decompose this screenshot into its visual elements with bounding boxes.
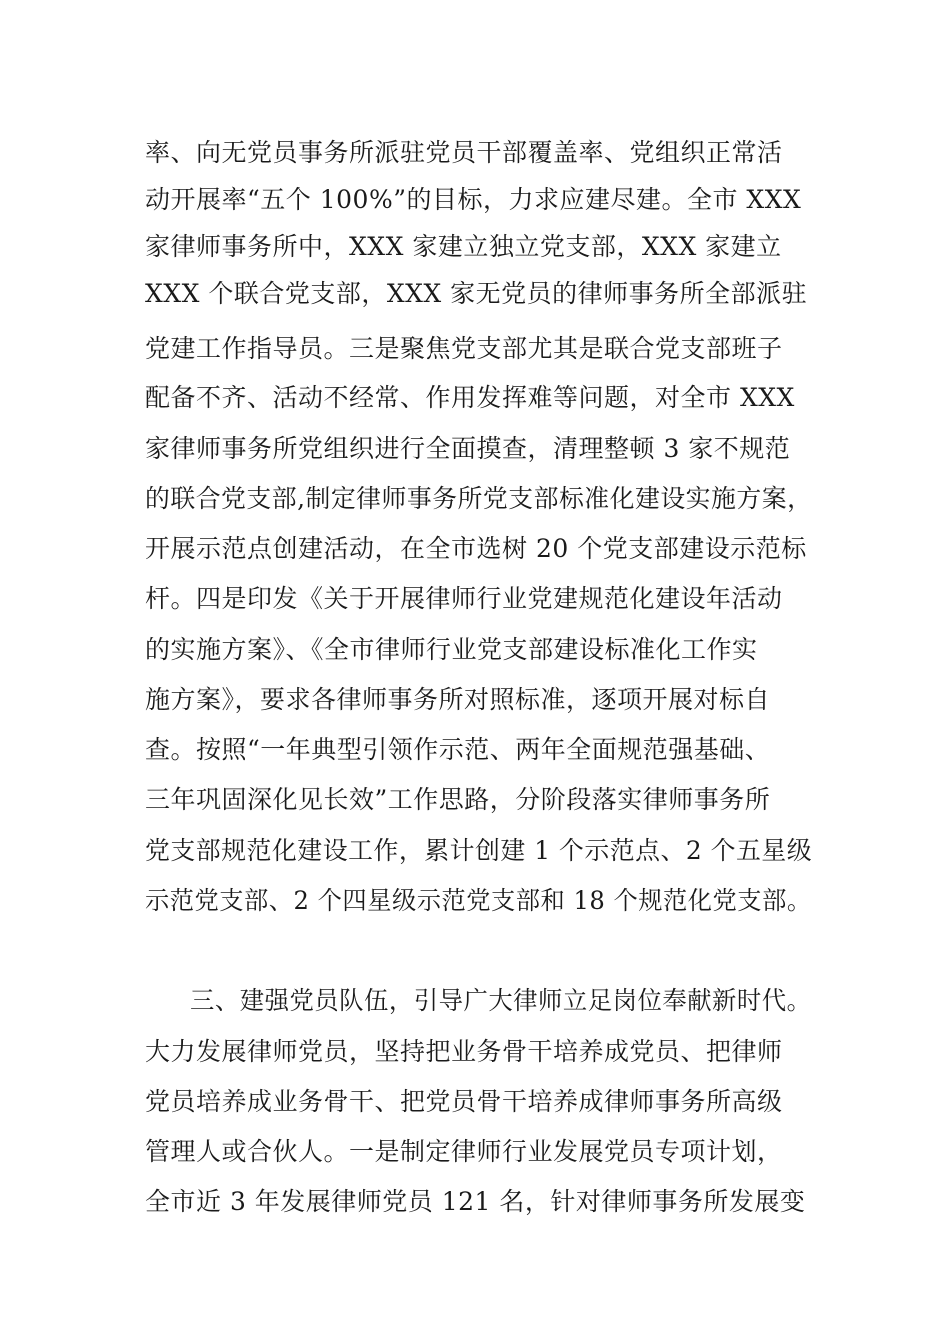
paragraph-1-line-4: XXX 个联合党支部，XXX 家无党员的律师事务所全部派驻 xyxy=(145,279,808,308)
paragraph-1-line-13: 查。按照“一年典型引领作示范、两年全面规范强基础、 xyxy=(145,735,771,764)
paragraph-1-line-11: 的实施方案》、《全市律师行业党支部建设标准化工作实 xyxy=(145,635,758,664)
paragraph-1-line-8: 的联合党支部,制定律师事务所党支部标准化建设实施方案， xyxy=(145,484,813,513)
paragraph-1-line-15: 党支部规范化建设工作，累计创建 1 个示范点、2 个五星级 xyxy=(145,836,813,865)
paragraph-2-line-3: 党员培养成业务骨干、把党员骨干培养成律师事务所高级 xyxy=(145,1087,783,1116)
paragraph-1-line-16: 示范党支部、2 个四星级示范党支部和 18 个规范化党支部。 xyxy=(145,886,812,915)
paragraph-1-line-5: 党建工作指导员。三是聚焦党支部尤其是联合党支部班子 xyxy=(145,334,783,363)
paragraph-1-line-7: 家律师事务所党组织进行全面摸查，清理整顿 3 家不规范 xyxy=(145,434,791,463)
paragraph-1-line-6: 配备不齐、活动不经常、作用发挥难等问题，对全市 XXX xyxy=(145,383,795,412)
paragraph-1-line-1: 率、向无党员事务所派驻党员干部覆盖率、党组织正常活 xyxy=(145,138,783,167)
paragraph-1-line-2: 动开展率“五个 100%”的目标，力求应建尽建。全市 XXX xyxy=(145,185,802,214)
paragraph-1-line-14: 三年巩固深化见长效”工作思路，分阶段落实律师事务所 xyxy=(145,785,771,814)
paragraph-2-line-4: 管理人或合伙人。一是制定律师行业发展党员专项计划， xyxy=(145,1137,783,1166)
paragraph-1-line-9: 开展示范点创建活动，在全市选树 20 个党支部建设示范标 xyxy=(145,534,807,563)
paragraph-2-line-2: 大力发展律师党员，坚持把业务骨干培养成党员、把律师 xyxy=(145,1037,783,1066)
paragraph-1-line-12: 施方案》，要求各律师事务所对照标准，逐项开展对标自 xyxy=(145,685,771,714)
paragraph-1-line-10: 杆。四是印发《关于开展律师行业党建规范化建设年活动 xyxy=(145,584,783,613)
paragraph-2-line-1: 三、建强党员队伍，引导广大律师立足岗位奉献新时代。 xyxy=(190,986,812,1015)
paragraph-2-line-5: 全市近 3 年发展律师党员 121 名，针对律师事务所发展变 xyxy=(145,1187,806,1216)
paragraph-1-line-3: 家律师事务所中，XXX 家建立独立党支部，XXX 家建立 xyxy=(145,232,782,261)
